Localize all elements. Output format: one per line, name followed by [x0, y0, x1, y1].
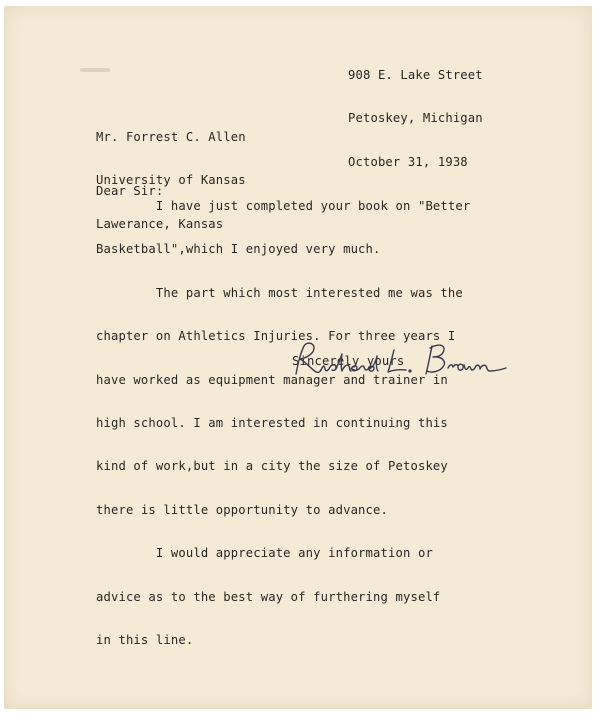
body-line: advice as to the best way of furthering myself: [96, 589, 441, 604]
paper-smudge: [80, 68, 110, 72]
recipient-city: Lawerance, Kansas: [96, 216, 224, 231]
body-line: chapter on Athletics Injuries. For three years I: [96, 329, 456, 344]
recipient-institution: University of Kansas: [96, 173, 246, 188]
body-line: Basketball",which I enjoyed very much.: [96, 242, 381, 257]
return-address-city: Petoskey, Michigan: [348, 111, 483, 126]
body-line: I would appreciate any information or: [96, 546, 433, 561]
body-line: The part which most interested me was the: [96, 285, 463, 300]
body-line: have worked as equipment manager and trainer in: [96, 372, 448, 387]
body-line: there is little opportunity to advance.: [96, 502, 389, 517]
letter-page: [4, 6, 592, 709]
recipient-name: Mr. Forrest C. Allen: [96, 130, 246, 144]
handwritten-signature: [290, 336, 520, 386]
letter-body: [96, 171, 470, 676]
return-address-street: 908 E. Lake Street: [348, 68, 483, 82]
body-line: I have just completed your book on "Better: [96, 199, 471, 213]
salutation-text: Dear Sir:: [96, 184, 164, 198]
body-line: kind of work,but in a city the size of Petoskey: [96, 459, 448, 474]
body-line: high school. I am interested in continuing this: [96, 415, 448, 430]
body-line: in this line.: [96, 632, 194, 647]
closing-text: Sincerely yours: [292, 354, 405, 368]
letter-date: October 31, 1938: [348, 154, 468, 169]
